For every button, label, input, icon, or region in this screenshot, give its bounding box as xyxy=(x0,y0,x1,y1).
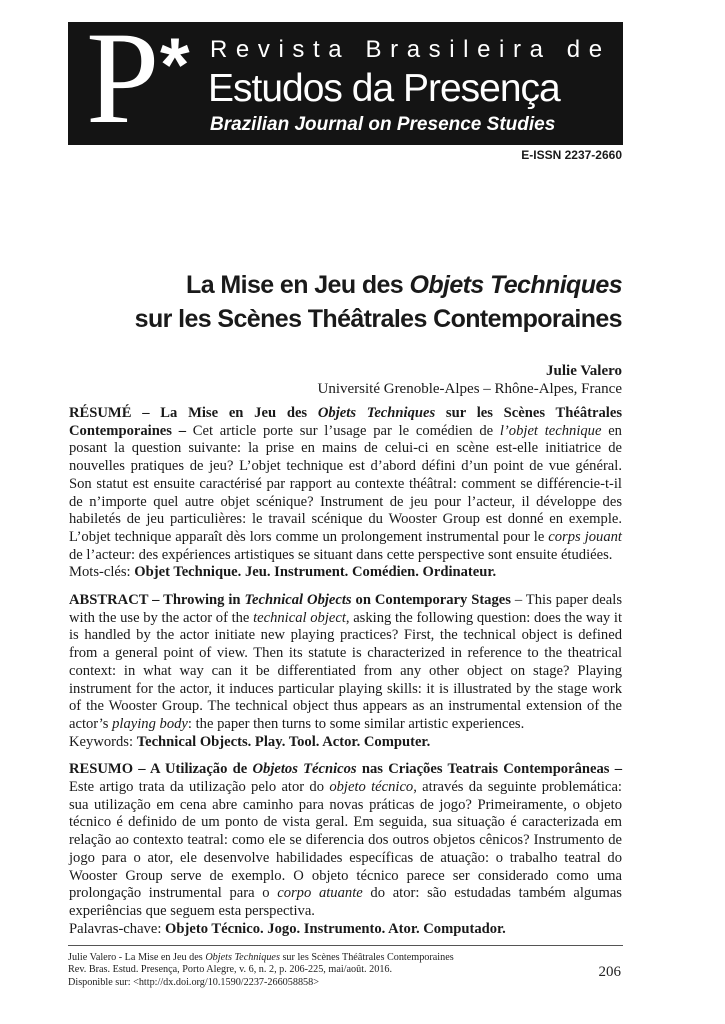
footer-line2: Rev. Bras. Estud. Presença, Porto Alegre, v. 6, n. 2, p. 206-225, mai/août. 2016. xyxy=(68,964,393,976)
footer-line1-italic: Objets Techniques xyxy=(205,952,280,963)
page-number: 206 xyxy=(598,964,621,980)
resume-keywords xyxy=(69,564,622,582)
abstract-head-italic: Technical Objects xyxy=(244,592,352,609)
title-line2: sur les Scènes Théâtrales Contemporaines xyxy=(134,305,622,333)
footer-line1 xyxy=(68,952,538,964)
resume-text3: de l’acteur: des expériences artistiques se situant dans cette perspective sont ensuite étudiées. xyxy=(69,546,613,563)
resume-head-italic: Objets Techniques xyxy=(317,405,436,421)
abstract-heading xyxy=(69,592,511,608)
abstract-head1: ABSTRACT – Throwing in xyxy=(69,592,245,609)
title-italic: Objets Techniques xyxy=(409,271,622,299)
resumo-head1: RESUMO – A Utilização de xyxy=(69,761,253,778)
abstract-keywords xyxy=(69,734,622,752)
resume-head1: RÉSUMÉ – La Mise en Jeu des xyxy=(69,405,318,421)
journal-name-line2: Estudos da Presença xyxy=(208,67,560,110)
abstract-text2: , asking the following question: does the way it is handled by the actor initiate new playing practices? First, the technical object is defined from a general point of view. Then its statute is characterized in reference to the theatrical context: in what way can it be differentiated from any other object on stage? Playing instrument for the actor, it induces particular playing skills: it is illustrated by the stage work of the Wooster Group. The technical object thus appears as an instrumental extension of the actor’s xyxy=(69,609,622,732)
footer-citation xyxy=(68,952,538,989)
issn-label: E-ISSN 2237-2660 xyxy=(521,148,622,162)
author-affiliation: Université Grenoble-Alpes – Rhône-Alpes, France xyxy=(317,381,622,397)
journal-banner xyxy=(68,22,623,145)
abstract-keywords-values: Technical Objects. Play. Tool. Actor. Computer. xyxy=(136,733,431,750)
resume-text1: Cet article porte sur l’usage par le comédien de xyxy=(186,422,500,439)
resumo-text2: , através da seguinte problemática: sua utilização em cena abre caminho para novas práticas de jogo? Primeiramente, o objeto técnico é definido de um ponto de vista geral. Em seguida, sua situação é caracterizada em relação ao contexto teatral: como ele se diferencia dos outros objetos cênicos? Instrumento de jogo para o ator, ele desenvolve habilidades específicas de atuação: o trabalho teatral do Wooster Group serve de exemplo. O objeto técnico parece ser considerado como uma prolongação instrumental para o xyxy=(69,779,622,902)
footer-line1-b: sur les Scènes Théâtrales Contemporaines xyxy=(279,952,454,963)
title-part1: La Mise en Jeu des xyxy=(186,271,410,299)
resume-italic2: corps jouant xyxy=(548,528,622,545)
footer-doi-link[interactable]: Disponible sur: <http://dx.doi.org/10.1590/2237-266058858> xyxy=(68,976,319,988)
resume-head2: sur les Scènes Théâtrales Contemporaines – xyxy=(69,405,623,439)
footer-line1-a: Julie Valero - La Mise en Jeu des xyxy=(68,952,206,963)
resumo-italic2: corpo atuante xyxy=(277,885,363,902)
journal-name-line1: Revista Brasileira de xyxy=(210,36,611,63)
article-title xyxy=(62,268,622,336)
resumo-keywords-values: Objeto Técnico. Jogo. Instrumento. Ator. Computador. xyxy=(165,920,506,937)
abstracts-section xyxy=(69,405,622,948)
footer-divider xyxy=(68,945,623,946)
resume-keywords-values: Objet Technique. Jeu. Instrument. Comédien. Ordinateur. xyxy=(134,564,497,581)
resume-text2: en posant la question suivante: la prise en mains de celui-ci en scène est-elle initiatrice de nouvelles pratiques de jeu? L’objet technique est d’abord défini d’un point de vue général. Son statut est ensuite caractérisé par rapport au contexte théâtral: comment se différencie-t-il de n’importe quel autre objet scénique? Instrument de jeu pour l’acteur, il développe des habiletés de jeu particulières: le travail scénique du Wooster Group est donné en exemple. L’objet technique apparaît dès lors comme un prolongement instrumental pour le xyxy=(69,422,622,545)
resumo-text3: do ator: são estudadas também algumas experiências que seguem esta perspectiva. xyxy=(69,885,622,919)
journal-logo-star: * xyxy=(160,23,190,108)
author-block xyxy=(318,362,623,398)
abstract-head2: on Contemporary Stages xyxy=(351,592,511,609)
abstract-text3: : the paper then turns to some similar artistic experiences. xyxy=(187,715,525,732)
resumo-heading xyxy=(69,761,622,777)
abstract-keywords-label: Keywords: xyxy=(69,733,137,750)
resume-keywords-label: Mots-clés: xyxy=(69,564,135,581)
resumo-keywords-label: Palavras-chave: xyxy=(69,920,166,937)
resumo-keywords xyxy=(69,921,622,939)
resume-paragraph xyxy=(69,405,622,564)
resumo-head2: nas Criações Teatrais Contemporâneas – xyxy=(356,761,622,778)
resumo-head-italic: Objetos Técnicos xyxy=(252,761,357,778)
resumo-italic1: objeto técnico xyxy=(329,779,414,796)
abstract-paragraph xyxy=(69,592,622,734)
journal-name-english: Brazilian Journal on Presence Studies xyxy=(210,114,556,135)
resumo-paragraph xyxy=(69,761,622,920)
abstract-italic1: technical object xyxy=(253,609,346,626)
abstract-italic2: playing body xyxy=(112,715,188,732)
journal-logo-letter: P xyxy=(86,22,160,145)
abstract-text1: – This paper deals with the use by the actor of the xyxy=(69,592,622,626)
resumo-text1: Este artigo trata da utilização pelo ator do xyxy=(69,779,330,796)
author-name: Julie Valero xyxy=(546,363,622,379)
resume-italic1: l’objet technique xyxy=(499,422,602,439)
